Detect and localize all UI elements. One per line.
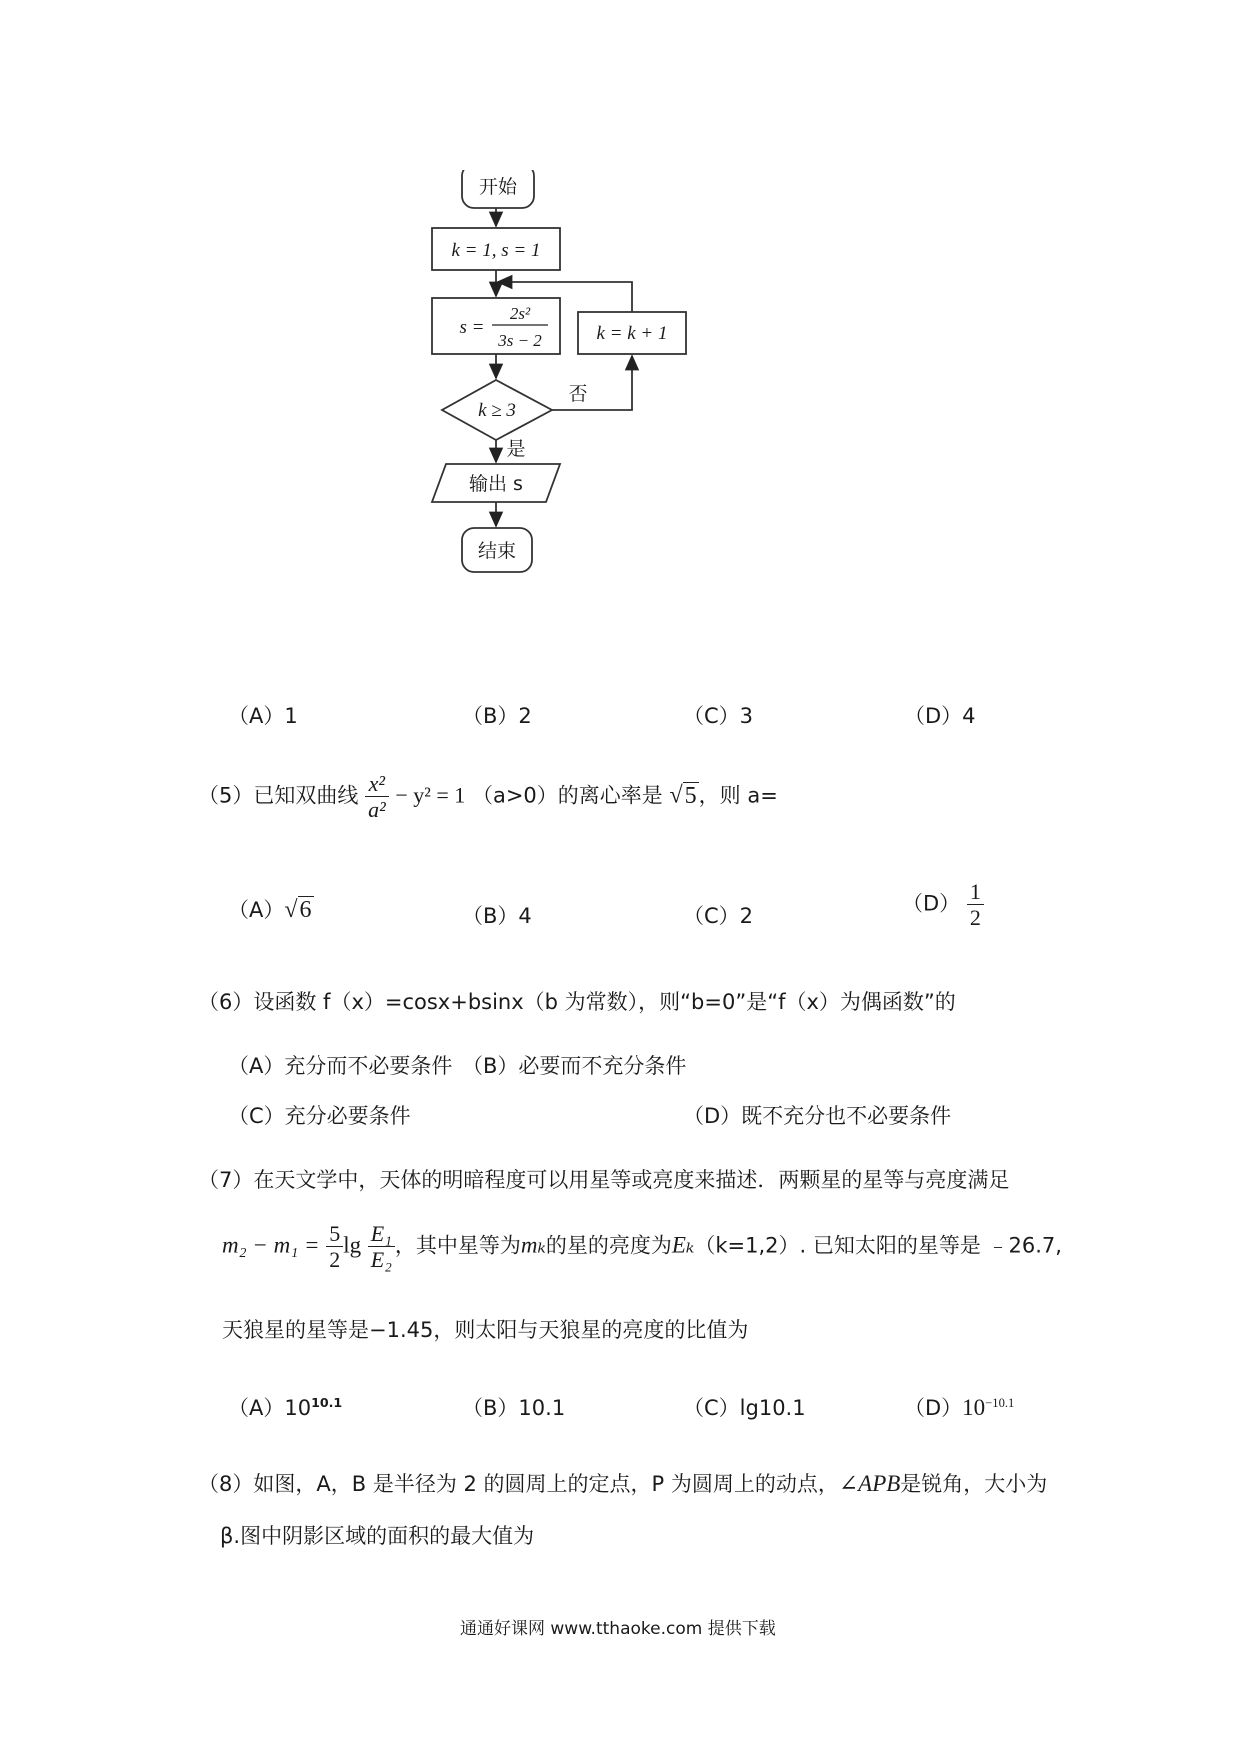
q7-option-b: （B）10.1 (462, 1396, 566, 1420)
q7-option-c: （C）lg10.1 (683, 1396, 806, 1420)
q4-option-c: （C）3 (683, 704, 754, 728)
q5-sqrt: √5 (669, 782, 697, 809)
yes-label: 是 (506, 438, 526, 460)
q4-option-b: （B）2 (462, 704, 532, 728)
q6-option-d: （D）既不充分也不必要条件 (683, 1104, 952, 1128)
q5-option-d: （D） $\frac{1}{2}$ (902, 880, 984, 929)
init-label: k = 1, s = 1 (451, 240, 541, 261)
q5-frac-num: x² (368, 771, 386, 796)
start-label: 开始 (478, 176, 518, 198)
q6-stem: （6）设函数 f（x）=cosx+bsinx（b 为常数），则“b=0”是“f（x）为偶函数”的 (198, 990, 956, 1014)
q5-equation-rest: − y² = 1 (395, 782, 466, 808)
no-label: 否 (568, 383, 588, 405)
q6-option-b: （B）必要而不充分条件 (462, 1054, 687, 1078)
q5-option-b: （B）4 (462, 904, 532, 928)
q7-option-d: $(D)10^{-10.1}$ (904, 1395, 1015, 1420)
q7-formula-line: m₂ − m₁ = $\frac{5}{2}$ lg $\frac{\text{E₁}}{\text{E₂}}$ ，其中星等为mₖ的星的亮度为Eₖ（k=1,2）. 已知太阳的星等是 ﹣26.7, (222, 1221, 1062, 1273)
q4-option-a: （A）1 (228, 704, 298, 728)
q6-option-a: （A）充分而不必要条件 (228, 1054, 453, 1078)
q8-stem-line2: β.图中阴影区域的面积的最大值为 (220, 1524, 535, 1548)
page-footer: 通通好课网 www.tthaoke.com 提供下载 (460, 1619, 776, 1639)
flowchart (430, 170, 760, 650)
condition-label: k ≥ 3 (478, 400, 516, 421)
increment-label: k = k + 1 (596, 323, 668, 344)
q5-stem: （5）已知双曲线 $\frac{\text{x²}}{\text{a²}}$ − y² = 1 （a>0）的离心率是 √5，则 a= (198, 771, 778, 823)
assign-num: 2s² (509, 304, 531, 323)
q5-option-a: （A）√6 (228, 897, 312, 923)
end-label: 结束 (477, 540, 517, 562)
q7-option-a: $(A)10^{10.1}$ (228, 1395, 343, 1420)
q4-option-d: （D）4 (904, 704, 976, 728)
q8-stem-line1: （8）如图，A，B 是半径为 2 的圆周上的定点，P 为圆周上的动点，∠APB是锐角，大小为 (198, 1471, 1048, 1496)
q7-stem-line1: （7）在天文学中，天体的明暗程度可以用星等或亮度来描述．两颗星的星等与亮度满足 (198, 1168, 1010, 1192)
q5-option-c: （C）2 (683, 904, 754, 928)
q6-option-c: （C）充分必要条件 (228, 1104, 411, 1128)
q5-frac-den: a² (365, 796, 389, 821)
q7-stem-line3: 天狼星的星等是−1.45，则太阳与天狼星的亮度的比值为 (222, 1318, 749, 1342)
assign-den: 3s − 2 (498, 331, 542, 350)
output-label: 输出 s (469, 473, 523, 495)
assign-lhs: s = (459, 317, 485, 338)
